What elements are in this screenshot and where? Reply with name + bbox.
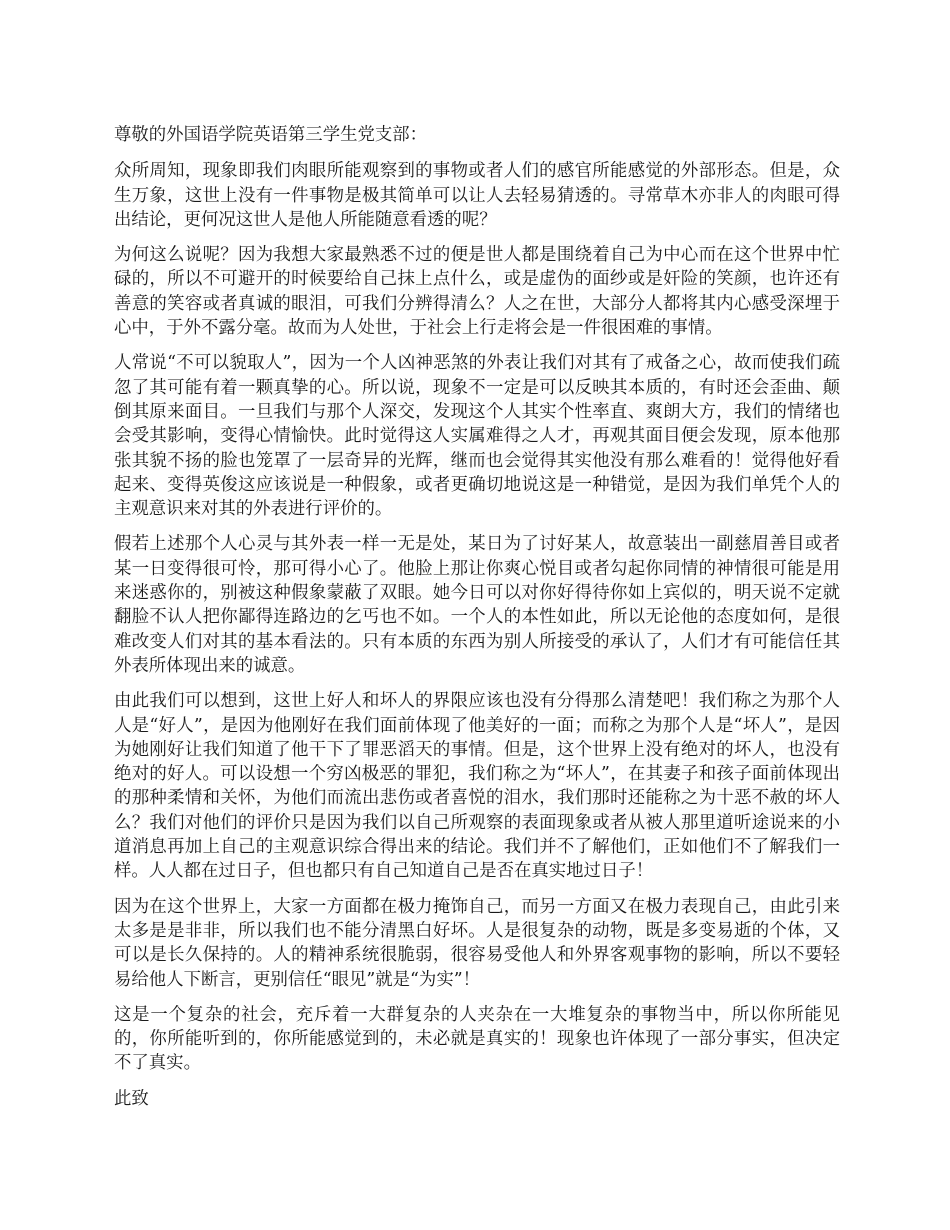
paragraph-1: 众所周知，现象即我们肉眼所能观察到的事物或者人们的感官所能感觉的外部形态。但是，众生万象，这世上没有一件事物是极其简单可以让人去轻易猜透的。寻常草木亦非人的肉眼可得出结论，更何况这世人是他人所能随意看透的呢？ — [114, 161, 840, 230]
paragraph-3: 人常说“不可以貌取人”，因为一个人凶神恶煞的外表让我们对其有了戒备之心，故而使我们疏忽了其可能有着一颗真挚的心。所以说，现象不一定是可以反映其本质的，有时还会歪曲、颠倒其原来面目。一旦我们与那个人深交，发现这个人其实个性率直、爽朗大方，我们的情绪也会受其影响，变得心情愉快。此时觉得这人实属难得之人才，再观其面目便会发现，原本他那张其貌不扬的脸也笼罩了一层奇异的光辉，继而也会觉得其实他没有那么难看的！觉得他好看起来、变得英俊这应该说是一种假象，或者更确切地说这是一种错觉，是因为我们单凭个人的主观意识来对其的外表进行评价的。 — [114, 353, 840, 520]
paragraph-2: 为何这么说呢？因为我想大家最熟悉不过的便是世人都是围绕着自己为中心而在这个世界中忙碌的，所以不可避开的时候要给自己抹上点什么，或是虚伪的面纱或是奸险的笑颜，也许还有善意的笑容或者真诚的眼泪，可我们分辨得清么？人之在世，大部分人都将其内心感受深埋于心中，于外不露分毫。故而为人处世，于社会上行走将会是一件很困难的事情。 — [114, 245, 840, 339]
paragraph-4: 假若上述那个人心灵与其外表一样一无是处，某日为了讨好某人，故意装出一副慈眉善目或者某一日变得很可怜，那可得小心了。他脸上那让你爽心悦目或者勾起你同情的神情很可能是用来迷惑你的，别被这种假象蒙蔽了双眼。她今日可以对你好得待你如上宾似的，明天说不定就翻脸不认人把你鄙得连路边的乞丐也不如。一个人的本性如此，所以无论他的态度如何，是很难改变人们对其的基本看法的。只有本质的东西为别人所接受的承认了，人们才有可能信任其外表所体现出来的诚意。 — [114, 534, 840, 676]
letter-body — [114, 123, 840, 1111]
salutation: 尊敬的外国语学院英语第三学生党支部： — [114, 125, 428, 145]
closing: 此致 — [114, 1088, 149, 1109]
paragraph-5: 由此我们可以想到，这世上好人和坏人的界限应该也没有分得那么清楚吧！我们称之为那个人人是“好人”，是因为他刚好在我们面前体现了他美好的一面；而称之为那个人是“坏人”，是因为她刚好让我们知道了他干下了罪恶滔天的事情。但是，这个世界上没有绝对的坏人，也没有绝对的好人。可以设想一个穷凶极恶的罪犯，我们称之为“坏人”，在其妻子和孩子面前体现出的那种柔情和关怀，为他们而流出悲伤或者喜悦的泪水，我们那时还能称之为十恶不赦的坏人么？我们对他们的评价只是因为我们以自己所观察的表面现象或者从被人那里道听途说来的小道消息再加上自己的主观意识综合得出来的结论。我们并不了解他们，正如他们不了解我们一样。人人都在过日子，但也都只有自己知道自己是否在真实地过日子！ — [114, 691, 840, 882]
paragraph-6: 因为在这个世界上，大家一方面都在极力掩饰自己，而另一方面又在极力表现自己，由此引来太多是是非非，所以我们也不能分清黑白好坏。人是很复杂的动物，既是多变易逝的个体，又可以是长久保持的。人的精神系统很脆弱，很容易受他人和外界客观事物的影响，所以不要轻易给他人下断言，更别信任“眼见”就是“为实”！ — [114, 896, 840, 990]
paragraph-7: 这是一个复杂的社会，充斥着一大群复杂的人夹杂在一大堆复杂的事物当中，所以你所能见的，你所能听到的，你所能感觉到的，未必就是真实的！现象也许体现了一部分事实，但决定不了真实。 — [114, 1004, 840, 1074]
